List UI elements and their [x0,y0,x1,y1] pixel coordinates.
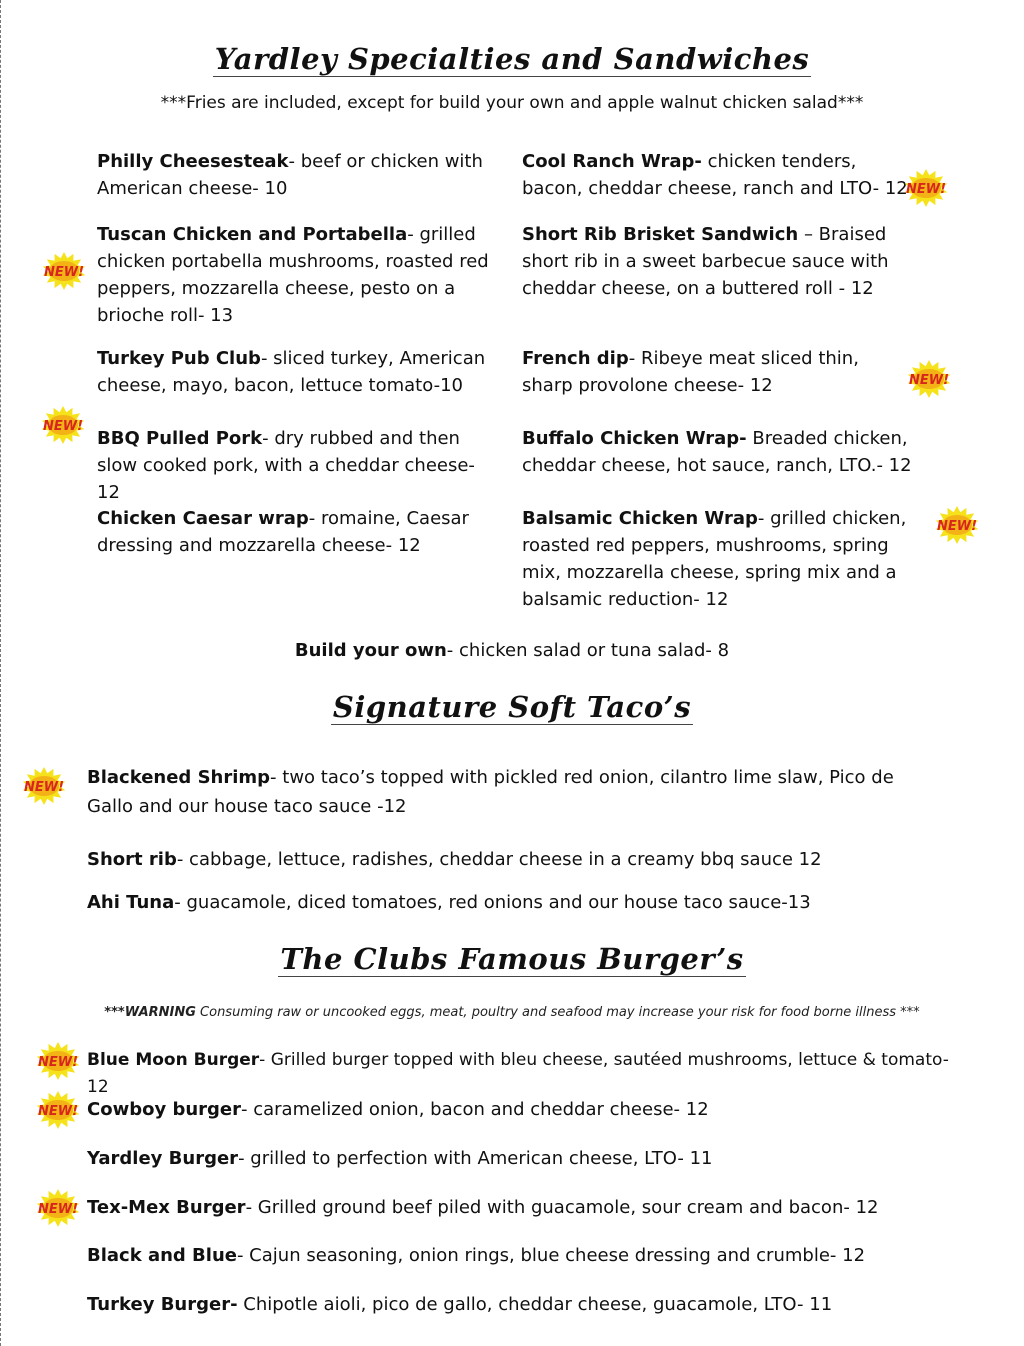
menu-item-blackened-shrimp [87,763,937,821]
new-badge-icon [934,505,980,545]
item-desc: - romaine, Caesar dressing and mozzarella cheese- 12 [97,508,469,556]
new-badge-label: NEW! [908,373,950,388]
menu-item-cowboy-burger [87,1096,967,1123]
item-name: BBQ Pulled Pork [97,428,263,449]
new-badge-label: NEW! [905,182,947,197]
item-name: Turkey Pub Club [97,348,261,369]
menu-item-short-rib-taco [87,846,937,873]
item-desc: Breaded chicken, cheddar cheese, hot sauce, ranch, LTO.- 12 [522,428,912,476]
new-badge-icon [40,405,86,445]
menu-item-french-dip [522,345,912,399]
item-desc: - beef or chicken with American cheese- 10 [97,151,483,199]
menu-item-tex-mex-burger [87,1194,967,1221]
item-name: Ahi Tuna [87,892,175,913]
menu-item-chicken-caesar-wrap [97,505,497,559]
item-desc: - Ribeye meat sliced thin, sharp provolone cheese- 12 [522,348,859,396]
item-desc: - chicken salad or tuna salad- 8 [446,640,730,661]
item-desc: - dry rubbed and then slow cooked pork, with a cheddar cheese-12 [97,428,475,503]
item-name: Balsamic Chicken Wrap [522,508,758,529]
item-name: Short rib [87,849,177,870]
new-badge-icon [21,766,67,806]
item-name: Cowboy burger [87,1099,242,1120]
item-desc: - grilled chicken, roasted red peppers, mushrooms, spring mix, mozzarella cheese, spring mix and a balsamic reduction- 12 [522,508,907,610]
item-desc: - guacamole, diced tomatoes, red onions and our house taco sauce-13 [174,892,811,913]
item-desc: Chipotle aioli, pico de gallo, cheddar cheese, guacamole, LTO- 11 [237,1294,833,1315]
new-badge-label: NEW! [936,519,978,534]
item-desc: - grilled to perfection with American cheese, LTO- 11 [238,1148,713,1169]
menu-item-build-your-own [0,637,1024,664]
new-badge-icon [903,168,949,208]
item-name: Philly Cheesesteak [97,151,289,172]
new-badge-label: NEW! [37,1202,79,1217]
tacos-title: Signature Soft Taco’s [332,690,692,724]
menu-item-short-rib-brisket [522,221,917,302]
item-desc: - caramelized onion, bacon and cheddar cheese- 12 [241,1099,709,1120]
item-name: Black and Blue [87,1245,237,1266]
menu-item-balsamic-chicken-wrap [522,505,932,613]
menu-item-ahi-tuna [87,889,937,916]
item-desc: - sliced turkey, American cheese, mayo, bacon, lettuce tomato-10 [97,348,486,396]
item-desc: – Braised short rib in a sweet barbecue sauce with cheddar cheese, on a buttered roll - 12 [522,224,889,299]
new-badge-label: NEW! [37,1104,79,1119]
new-badge-icon [35,1090,81,1130]
warning-text: Consuming raw or uncooked eggs, meat, poultry and seafood may increase your risk for food borne illness *** [195,1005,920,1020]
new-badge-label: NEW! [23,780,65,795]
item-name: Short Rib Brisket Sandwich [522,224,799,245]
item-name: Yardley Burger [87,1148,239,1169]
new-badge-label: NEW! [37,1055,79,1070]
item-name: Chicken Caesar wrap [97,508,309,529]
item-desc: - Cajun seasoning, onion rings, blue cheese dressing and crumble- 12 [236,1245,866,1266]
fries-note: ***Fries are included, except for build your own and apple walnut chicken salad*** [160,93,864,113]
menu-item-philly-cheesesteak [97,148,497,202]
new-badge-icon [41,251,87,291]
item-name: Blue Moon Burger [87,1050,260,1070]
menu-item-yardley-burger [87,1145,967,1172]
item-desc: - Grilled ground beef piled with guacamole, sour cream and bacon- 12 [245,1197,879,1218]
new-badge-label: NEW! [42,419,84,434]
item-name: Buffalo Chicken Wrap- [522,428,747,449]
new-badge-label: NEW! [43,265,85,280]
new-badge-icon [35,1188,81,1228]
item-name: Turkey Burger- [87,1294,238,1315]
burgers-title: The Clubs Famous Burger’s [280,942,744,976]
item-name: Build your own [294,640,447,661]
menu-item-turkey-burger [87,1291,967,1318]
item-name: Tuscan Chicken and Portabella [97,224,408,245]
menu-item-blue-moon-burger [87,1047,967,1101]
specialties-title: Yardley Specialties and Sandwiches [214,42,810,76]
item-desc: - two taco’s topped with pickled red onion, cilantro lime slaw, Pico de Gallo and our house taco sauce -12 [87,767,894,817]
menu-item-bbq-pulled-pork [97,425,497,506]
item-desc: - grilled chicken portabella mushrooms, roasted red peppers, mozzarella cheese, pesto on a brioche roll- 13 [97,224,489,326]
menu-item-turkey-pub-club [97,345,497,399]
item-name: Blackened Shrimp [87,767,271,788]
item-name: Cool Ranch Wrap- [522,151,702,172]
menu-item-black-and-blue [87,1242,967,1269]
warning-label: ***WARNING [104,1005,196,1020]
item-name: Tex-Mex Burger [87,1197,246,1218]
menu-item-buffalo-chicken-wrap [522,425,917,479]
page-edge [0,0,3,1346]
raw-food-warning [0,1005,1024,1020]
menu-item-cool-ranch-wrap [522,148,917,202]
item-desc: - Grilled burger topped with bleu cheese, sautéed mushrooms, lettuce & tomato-12 [87,1050,949,1097]
menu-item-tuscan-chicken [97,221,497,329]
new-badge-icon [35,1041,81,1081]
new-badge-icon [906,359,952,399]
item-desc: - cabbage, lettuce, radishes, cheddar cheese in a creamy bbq sauce 12 [176,849,822,870]
item-desc: chicken tenders, bacon, cheddar cheese, ranch and LTO- 12 [522,151,908,199]
item-name: French dip [522,348,629,369]
